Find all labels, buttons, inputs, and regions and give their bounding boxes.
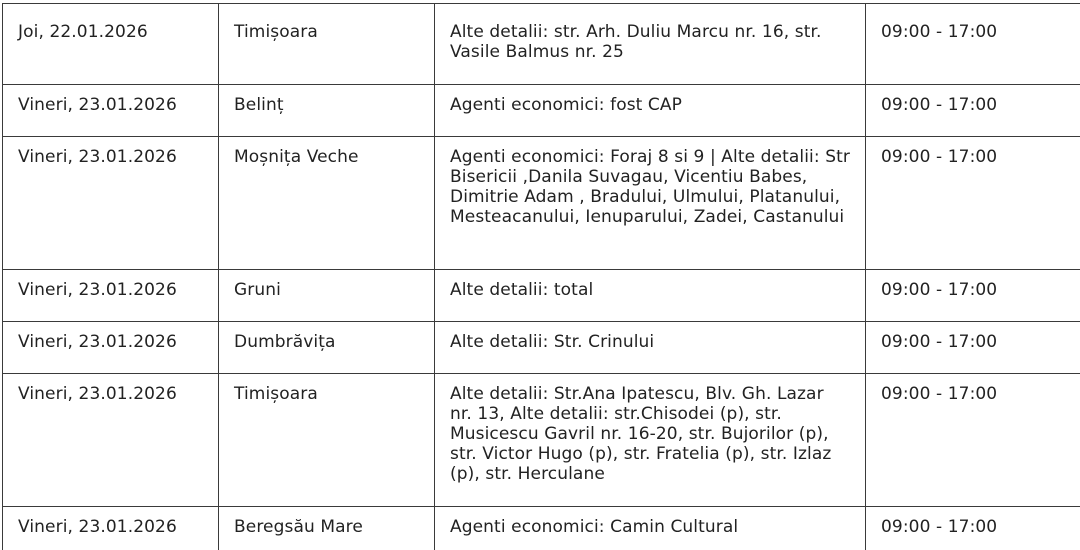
details-cell: Agenti economici: Foraj 8 si 9 | Alte detalii: Str Bisericii ,Danila Suvagau, Vicentiu Babes, Dimitrie Adam , Bradului, Ulmului, Platanului, Mesteacanului, Ienuparului, Zadei, Castanului: [435, 137, 866, 270]
location-cell: Beregsău Mare: [219, 507, 435, 550]
location-cell: Moșnița Veche: [219, 137, 435, 270]
table-row: [3, 322, 1080, 374]
table-row: [3, 4, 1080, 85]
hours-cell: 09:00 - 17:00: [866, 507, 1080, 550]
details-cell: Alte detalii: Str.Ana Ipatescu, Blv. Gh. Lazar nr. 13, Alte detalii: str.Chisodei (p), str. Musicescu Gavril nr. 16-20, str. Bujorilor (p), str. Victor Hugo (p), str. Fratelia (p), str. Izlaz (p), str. Herculane: [435, 374, 866, 507]
location-cell: Timișoara: [219, 4, 435, 85]
table-row: [3, 85, 1080, 137]
date-cell: Vineri, 23.01.2026: [3, 374, 219, 507]
details-cell: Agenti economici: fost CAP: [435, 85, 866, 137]
hours-cell: 09:00 - 17:00: [866, 85, 1080, 137]
date-cell: Vineri, 23.01.2026: [3, 322, 219, 374]
table-row: [3, 374, 1080, 507]
location-cell: Gruni: [219, 270, 435, 322]
hours-cell: 09:00 - 17:00: [866, 4, 1080, 85]
location-cell: Belinț: [219, 85, 435, 137]
date-cell: Joi, 22.01.2026: [3, 4, 219, 85]
date-cell: Vineri, 23.01.2026: [3, 137, 219, 270]
table-row: [3, 137, 1080, 270]
details-cell: Agenti economici: Camin Cultural: [435, 507, 866, 550]
details-cell: Alte detalii: str. Arh. Duliu Marcu nr. 16, str. Vasile Balmus nr. 25: [435, 4, 866, 85]
hours-cell: 09:00 - 17:00: [866, 137, 1080, 270]
date-cell: Vineri, 23.01.2026: [3, 85, 219, 137]
hours-cell: 09:00 - 17:00: [866, 374, 1080, 507]
table-row: [3, 270, 1080, 322]
date-cell: Vineri, 23.01.2026: [3, 270, 219, 322]
hours-cell: 09:00 - 17:00: [866, 322, 1080, 374]
location-cell: Dumbrăvița: [219, 322, 435, 374]
details-cell: Alte detalii: Str. Crinului: [435, 322, 866, 374]
date-cell: Vineri, 23.01.2026: [3, 507, 219, 550]
table-row: [3, 507, 1080, 550]
outage-schedule-table: [2, 3, 1080, 550]
details-cell: Alte detalii: total: [435, 270, 866, 322]
hours-cell: 09:00 - 17:00: [866, 270, 1080, 322]
location-cell: Timișoara: [219, 374, 435, 507]
